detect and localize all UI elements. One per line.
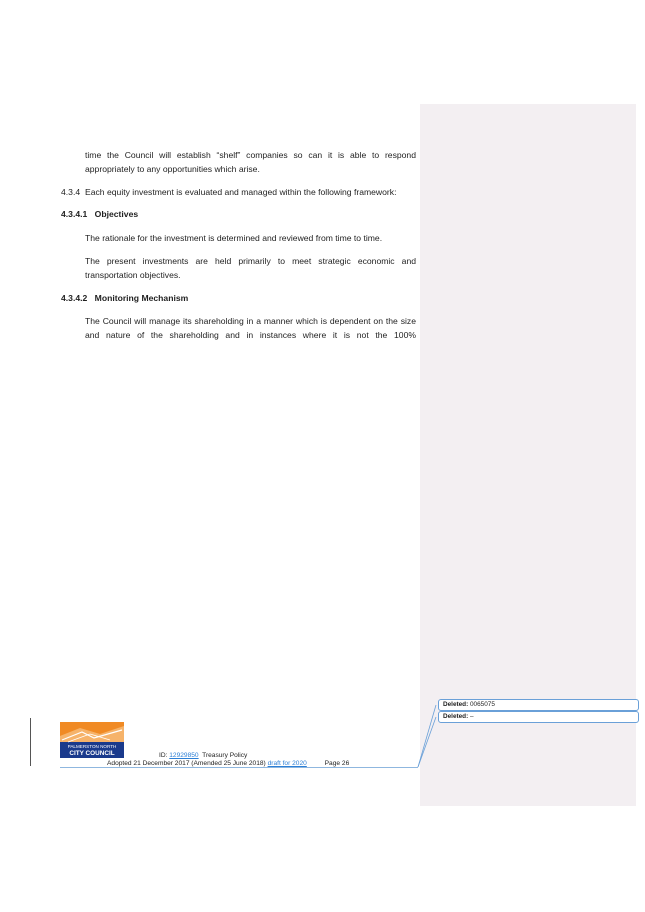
footer-id-line	[159, 752, 247, 759]
draft-text: draft for 2020	[267, 760, 307, 767]
balloon-label: Deleted:	[443, 713, 469, 720]
footer-adopted-line	[107, 760, 349, 767]
council-logo	[60, 722, 124, 758]
balloon-label: Deleted:	[443, 701, 469, 708]
balloon-text: –	[470, 713, 474, 720]
balloon-text: 0065075	[470, 701, 495, 708]
id-value: 12929850	[169, 752, 199, 759]
item-4-3-4	[61, 186, 416, 200]
logo-line2: CITY COUNCIL	[69, 750, 115, 757]
heading-number: 4.3.4.1	[61, 209, 88, 220]
item-text: Each equity investment is evaluated and managed within the following framework:	[85, 186, 397, 197]
footer-rule	[60, 767, 418, 768]
continuation-paragraph: time the Council will establish “shelf” companies so can it is able to respond appropriately to any opportunities which arise.	[85, 150, 416, 174]
heading-title: Objectives	[94, 209, 139, 220]
item-number: 4.3.4	[61, 186, 81, 197]
comment-balloon-deleted-1[interactable]	[438, 699, 639, 711]
heading-objectives	[61, 208, 416, 222]
adopted-text: Adopted 21 December 2017 (Amended 25 June 2018)	[107, 760, 266, 767]
page-label: Page	[324, 760, 341, 767]
monitoring-paragraph: The Council will manage its shareholding in a manner which is dependent on the size and nature of the shareholding and in instances where it is not the 100%	[85, 316, 416, 341]
id-label: ID:	[159, 752, 170, 759]
comment-balloon-deleted-2[interactable]	[438, 711, 639, 723]
page-number: 26	[341, 760, 350, 767]
heading-monitoring-mechanism	[61, 292, 416, 306]
heading-title: Monitoring Mechanism	[94, 292, 189, 303]
objectives-paragraph-2: The present investments are held primarily to meet strategic economic and transportation objectives.	[85, 255, 416, 280]
objectives-paragraph-1: The rationale for the investment is determined and reviewed from time to time.	[85, 233, 383, 244]
document-body	[61, 149, 416, 352]
heading-number: 4.3.4.2	[61, 292, 88, 303]
logo-line1: PALMERSTON NORTH	[67, 744, 117, 749]
doc-title: Treasury Policy	[202, 752, 248, 759]
change-bar	[30, 718, 31, 766]
